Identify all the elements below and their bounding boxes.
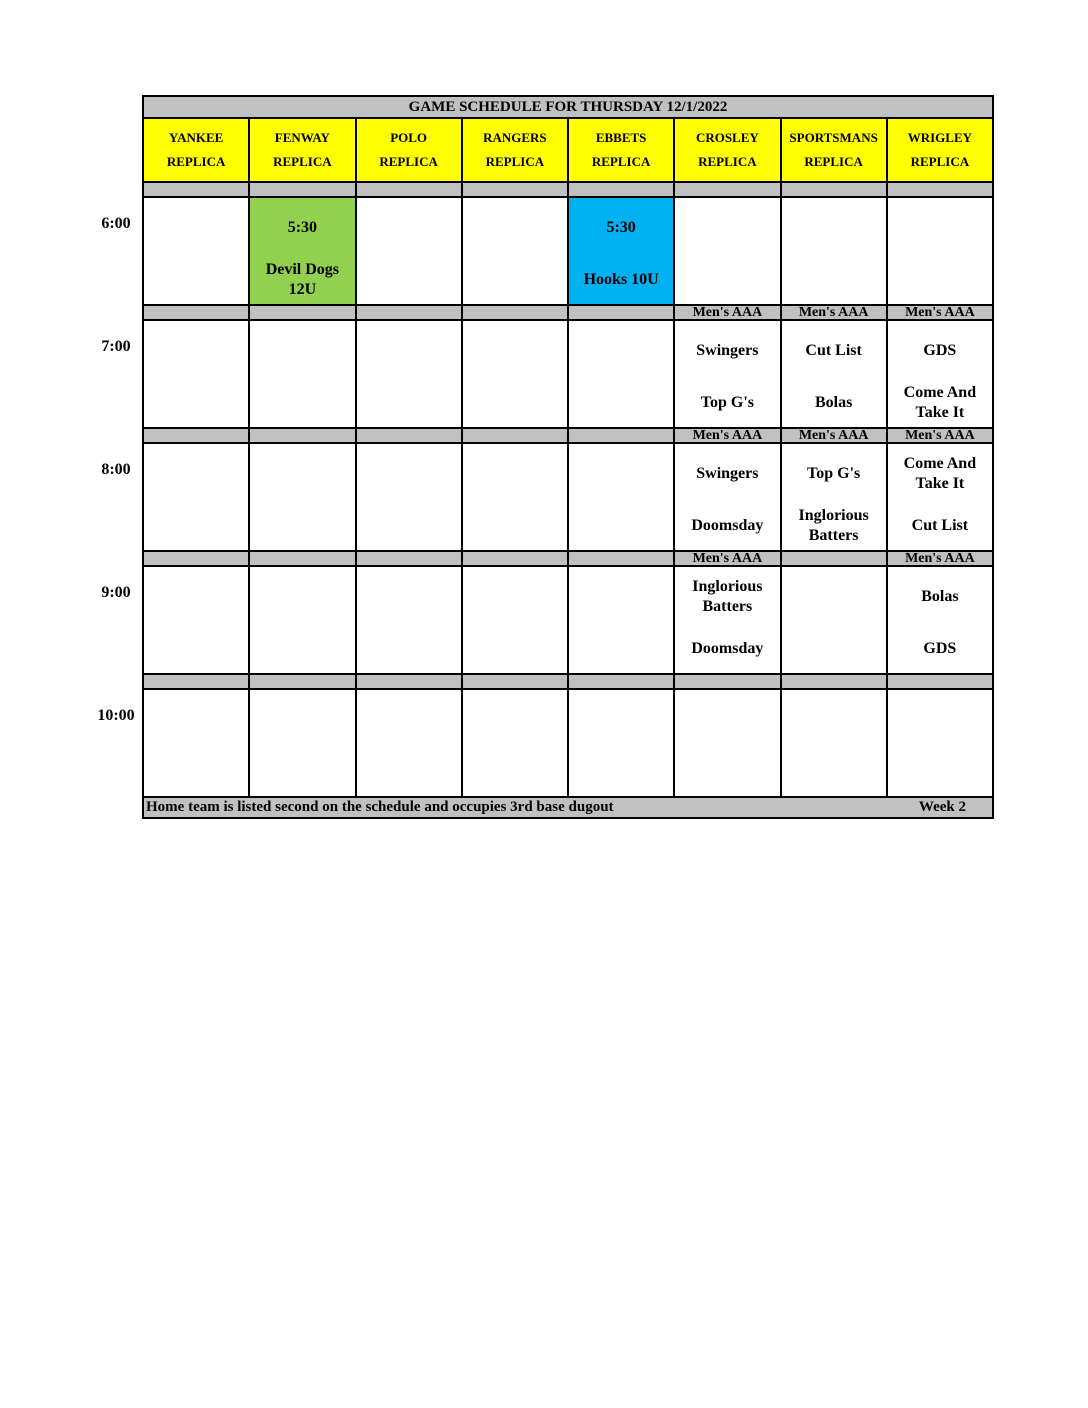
game-top-line — [569, 575, 673, 619]
division-label: Men's AAA — [674, 551, 780, 566]
game-bottom-line: Top G's — [700, 394, 754, 411]
game-cell — [674, 689, 780, 797]
game-bottom-line — [144, 750, 248, 794]
game-bottom-line: Devil Dogs 12U — [265, 261, 340, 298]
game-bottom-line: Hooks 10U — [583, 271, 659, 288]
game-bottom-line — [463, 750, 567, 794]
game-cell — [356, 320, 462, 428]
division-label — [568, 551, 674, 566]
division-label — [568, 428, 674, 443]
game-cell — [462, 566, 568, 674]
division-label — [887, 674, 993, 689]
division-label — [249, 551, 355, 566]
division-row — [143, 428, 993, 443]
game-top-line — [463, 206, 567, 250]
game-cell — [462, 689, 568, 797]
field-header-yankee — [143, 118, 249, 182]
game-cell — [568, 689, 674, 797]
division-label: Men's AAA — [887, 305, 993, 320]
division-label — [356, 551, 462, 566]
game-bottom-line — [357, 258, 461, 302]
game-top-line — [463, 329, 567, 373]
game-cell — [356, 566, 462, 674]
game-top-line — [569, 698, 673, 742]
division-label — [356, 305, 462, 320]
division-label — [781, 182, 887, 197]
game-top-line — [463, 452, 567, 496]
game-bottom-line — [888, 750, 992, 794]
game-bottom-line — [250, 627, 354, 671]
game-bottom-line: Cut List — [911, 517, 969, 534]
game-top-line — [357, 452, 461, 496]
field-name: CROSLEY — [695, 130, 759, 145]
division-label: Men's AAA — [781, 305, 887, 320]
field-header-rangers — [462, 118, 568, 182]
division-label — [568, 182, 674, 197]
game-top-line — [144, 452, 248, 496]
game-cell — [356, 443, 462, 551]
game-bottom-line — [675, 750, 779, 794]
field-header-sportsmans — [781, 118, 887, 182]
game-top-line — [250, 329, 354, 373]
field-name: RANGERS — [483, 130, 547, 145]
game-top-line — [782, 206, 886, 250]
time-slot-row — [143, 689, 993, 797]
footer-cell — [143, 797, 993, 818]
game-bottom-line — [357, 750, 461, 794]
game-bottom-line — [675, 258, 779, 302]
game-cell — [143, 566, 249, 674]
game-top-line — [144, 575, 248, 619]
game-bottom-line — [144, 504, 248, 548]
game-bottom-line — [463, 258, 567, 302]
game-top-line — [357, 698, 461, 742]
game-top-line — [250, 452, 354, 496]
game-top-line: Cut List — [805, 342, 862, 359]
game-cell — [462, 320, 568, 428]
field-header-fenway — [249, 118, 355, 182]
game-cell — [674, 566, 780, 674]
game-cell — [781, 443, 887, 551]
division-label: Men's AAA — [887, 551, 993, 566]
division-label — [143, 551, 249, 566]
game-cell — [249, 689, 355, 797]
game-cell — [143, 443, 249, 551]
game-top-line — [357, 329, 461, 373]
game-bottom-line — [357, 627, 461, 671]
division-label: Men's AAA — [781, 428, 887, 443]
game-top-line: 5:30 — [287, 219, 318, 236]
field-sub: REPLICA — [910, 154, 970, 169]
week-label: Week 2 — [918, 799, 966, 815]
game-bottom-line: GDS — [923, 640, 957, 657]
game-top-line: Swingers — [696, 465, 759, 482]
field-name: EBBETS — [595, 130, 647, 145]
division-label — [674, 674, 780, 689]
division-label — [143, 428, 249, 443]
game-cell — [249, 320, 355, 428]
field-sub: REPLICA — [485, 154, 545, 169]
game-bottom-line — [463, 627, 567, 671]
game-bottom-line: Doomsday — [691, 640, 764, 657]
game-cell — [249, 443, 355, 551]
field-sub: REPLICA — [166, 154, 226, 169]
division-label — [462, 551, 568, 566]
field-sub: REPLICA — [591, 154, 651, 169]
game-bottom-line — [569, 627, 673, 671]
division-label — [568, 305, 674, 320]
division-row — [143, 182, 993, 197]
field-name: POLO — [390, 130, 428, 145]
field-sub: REPLICA — [379, 154, 438, 169]
division-label — [887, 182, 993, 197]
field-header-ebbets — [568, 118, 674, 182]
game-cell — [674, 443, 780, 551]
game-cell — [568, 566, 674, 674]
time-slot-row — [143, 320, 993, 428]
game-top-line — [144, 329, 248, 373]
field-name: FENWAY — [274, 130, 330, 145]
game-top-line — [782, 575, 886, 619]
game-bottom-line — [250, 381, 354, 425]
game-cell — [781, 320, 887, 428]
game-bottom-line — [888, 258, 992, 302]
division-label — [462, 182, 568, 197]
game-bottom-line: Inglorious Batters — [798, 507, 869, 544]
field-name: WRIGLEY — [907, 130, 973, 145]
game-bottom-line — [782, 258, 886, 302]
time-slot-row — [143, 443, 993, 551]
division-label — [674, 182, 780, 197]
game-bottom-line — [144, 258, 248, 302]
game-top-line — [888, 698, 992, 742]
footer-row — [143, 797, 993, 818]
game-bottom-line — [569, 504, 673, 548]
game-cell — [887, 320, 993, 428]
game-top-line — [463, 698, 567, 742]
game-top-line — [569, 329, 673, 373]
game-top-line — [463, 575, 567, 619]
game-top-line: Top G's — [807, 465, 861, 482]
game-top-line — [144, 698, 248, 742]
game-top-line: 5:30 — [606, 219, 636, 236]
division-label: Men's AAA — [674, 428, 780, 443]
game-cell — [568, 443, 674, 551]
field-header-row — [143, 118, 993, 182]
game-cell — [462, 443, 568, 551]
game-bottom-line — [569, 750, 673, 794]
game-top-line: Come And Take It — [903, 455, 977, 492]
division-row — [143, 305, 993, 320]
game-bottom-line — [463, 504, 567, 548]
game-cell — [887, 689, 993, 797]
time-label: 9:00 — [101, 584, 131, 601]
game-top-line: GDS — [923, 342, 957, 359]
game-bottom-line — [250, 504, 354, 548]
game-cell — [674, 197, 780, 305]
title-row — [143, 96, 993, 118]
division-label — [568, 674, 674, 689]
game-cell — [568, 320, 674, 428]
game-cell — [887, 443, 993, 551]
game-bottom-line — [144, 627, 248, 671]
game-bottom-line — [782, 750, 886, 794]
game-top-line — [250, 698, 354, 742]
footer-note: Home team is listed second on the schedule and occupies 3rd base dugout — [146, 799, 614, 815]
division-label — [781, 674, 887, 689]
division-label — [249, 674, 355, 689]
game-cell — [781, 566, 887, 674]
game-cell — [568, 197, 674, 305]
game-top-line — [357, 575, 461, 619]
game-cell — [356, 689, 462, 797]
time-label: 7:00 — [101, 338, 131, 355]
division-label — [143, 305, 249, 320]
game-cell — [249, 566, 355, 674]
field-header-wrigley — [887, 118, 993, 182]
division-label — [462, 305, 568, 320]
game-bottom-line — [463, 381, 567, 425]
division-label — [143, 674, 249, 689]
division-row — [143, 551, 993, 566]
game-bottom-line — [357, 381, 461, 425]
division-row — [143, 674, 993, 689]
field-sub: REPLICA — [698, 154, 757, 169]
game-top-line — [782, 698, 886, 742]
game-top-line: Swingers — [696, 342, 759, 359]
game-cell — [249, 197, 355, 305]
game-top-line: Inglorious Batters — [692, 578, 763, 615]
division-label — [462, 674, 568, 689]
game-top-line — [144, 206, 248, 250]
game-cell — [781, 197, 887, 305]
division-label — [462, 428, 568, 443]
time-slot-row — [143, 566, 993, 674]
field-name: YANKEE — [168, 130, 224, 145]
time-label: 8:00 — [101, 461, 131, 478]
game-top-line — [250, 575, 354, 619]
game-schedule-table — [142, 95, 994, 819]
game-cell — [356, 197, 462, 305]
division-label — [781, 551, 887, 566]
schedule-title: GAME SCHEDULE FOR THURSDAY 12/1/2022 — [143, 96, 993, 118]
division-label — [356, 428, 462, 443]
game-cell — [143, 320, 249, 428]
field-header-crosley — [674, 118, 780, 182]
game-cell — [887, 197, 993, 305]
game-cell — [887, 566, 993, 674]
division-label — [249, 182, 355, 197]
time-label: 6:00 — [101, 215, 131, 232]
game-cell — [143, 197, 249, 305]
division-label — [249, 428, 355, 443]
field-header-polo — [356, 118, 462, 182]
game-top-line — [675, 698, 779, 742]
game-bottom-line — [569, 381, 673, 425]
division-label: Men's AAA — [674, 305, 780, 320]
game-top-line — [569, 452, 673, 496]
field-sub: REPLICA — [273, 154, 332, 169]
game-bottom-line — [144, 381, 248, 425]
game-bottom-line: Come And Take It — [903, 384, 977, 421]
division-label — [356, 674, 462, 689]
division-label — [356, 182, 462, 197]
game-bottom-line — [357, 504, 461, 548]
division-label: Men's AAA — [887, 428, 993, 443]
field-name: SPORTSMANS — [789, 130, 878, 145]
time-slot-row — [143, 197, 993, 305]
game-top-line: Bolas — [921, 588, 959, 605]
game-top-line — [675, 206, 779, 250]
division-label — [143, 182, 249, 197]
game-cell — [781, 689, 887, 797]
game-bottom-line: Doomsday — [691, 517, 764, 534]
game-cell — [143, 689, 249, 797]
game-bottom-line — [782, 627, 886, 671]
game-top-line — [357, 206, 461, 250]
game-bottom-line: Bolas — [814, 394, 853, 411]
field-sub: REPLICA — [804, 154, 863, 169]
game-bottom-line — [250, 750, 354, 794]
game-cell — [462, 197, 568, 305]
game-cell — [674, 320, 780, 428]
division-label — [249, 305, 355, 320]
time-label: 10:00 — [97, 707, 135, 724]
game-top-line — [888, 206, 992, 250]
